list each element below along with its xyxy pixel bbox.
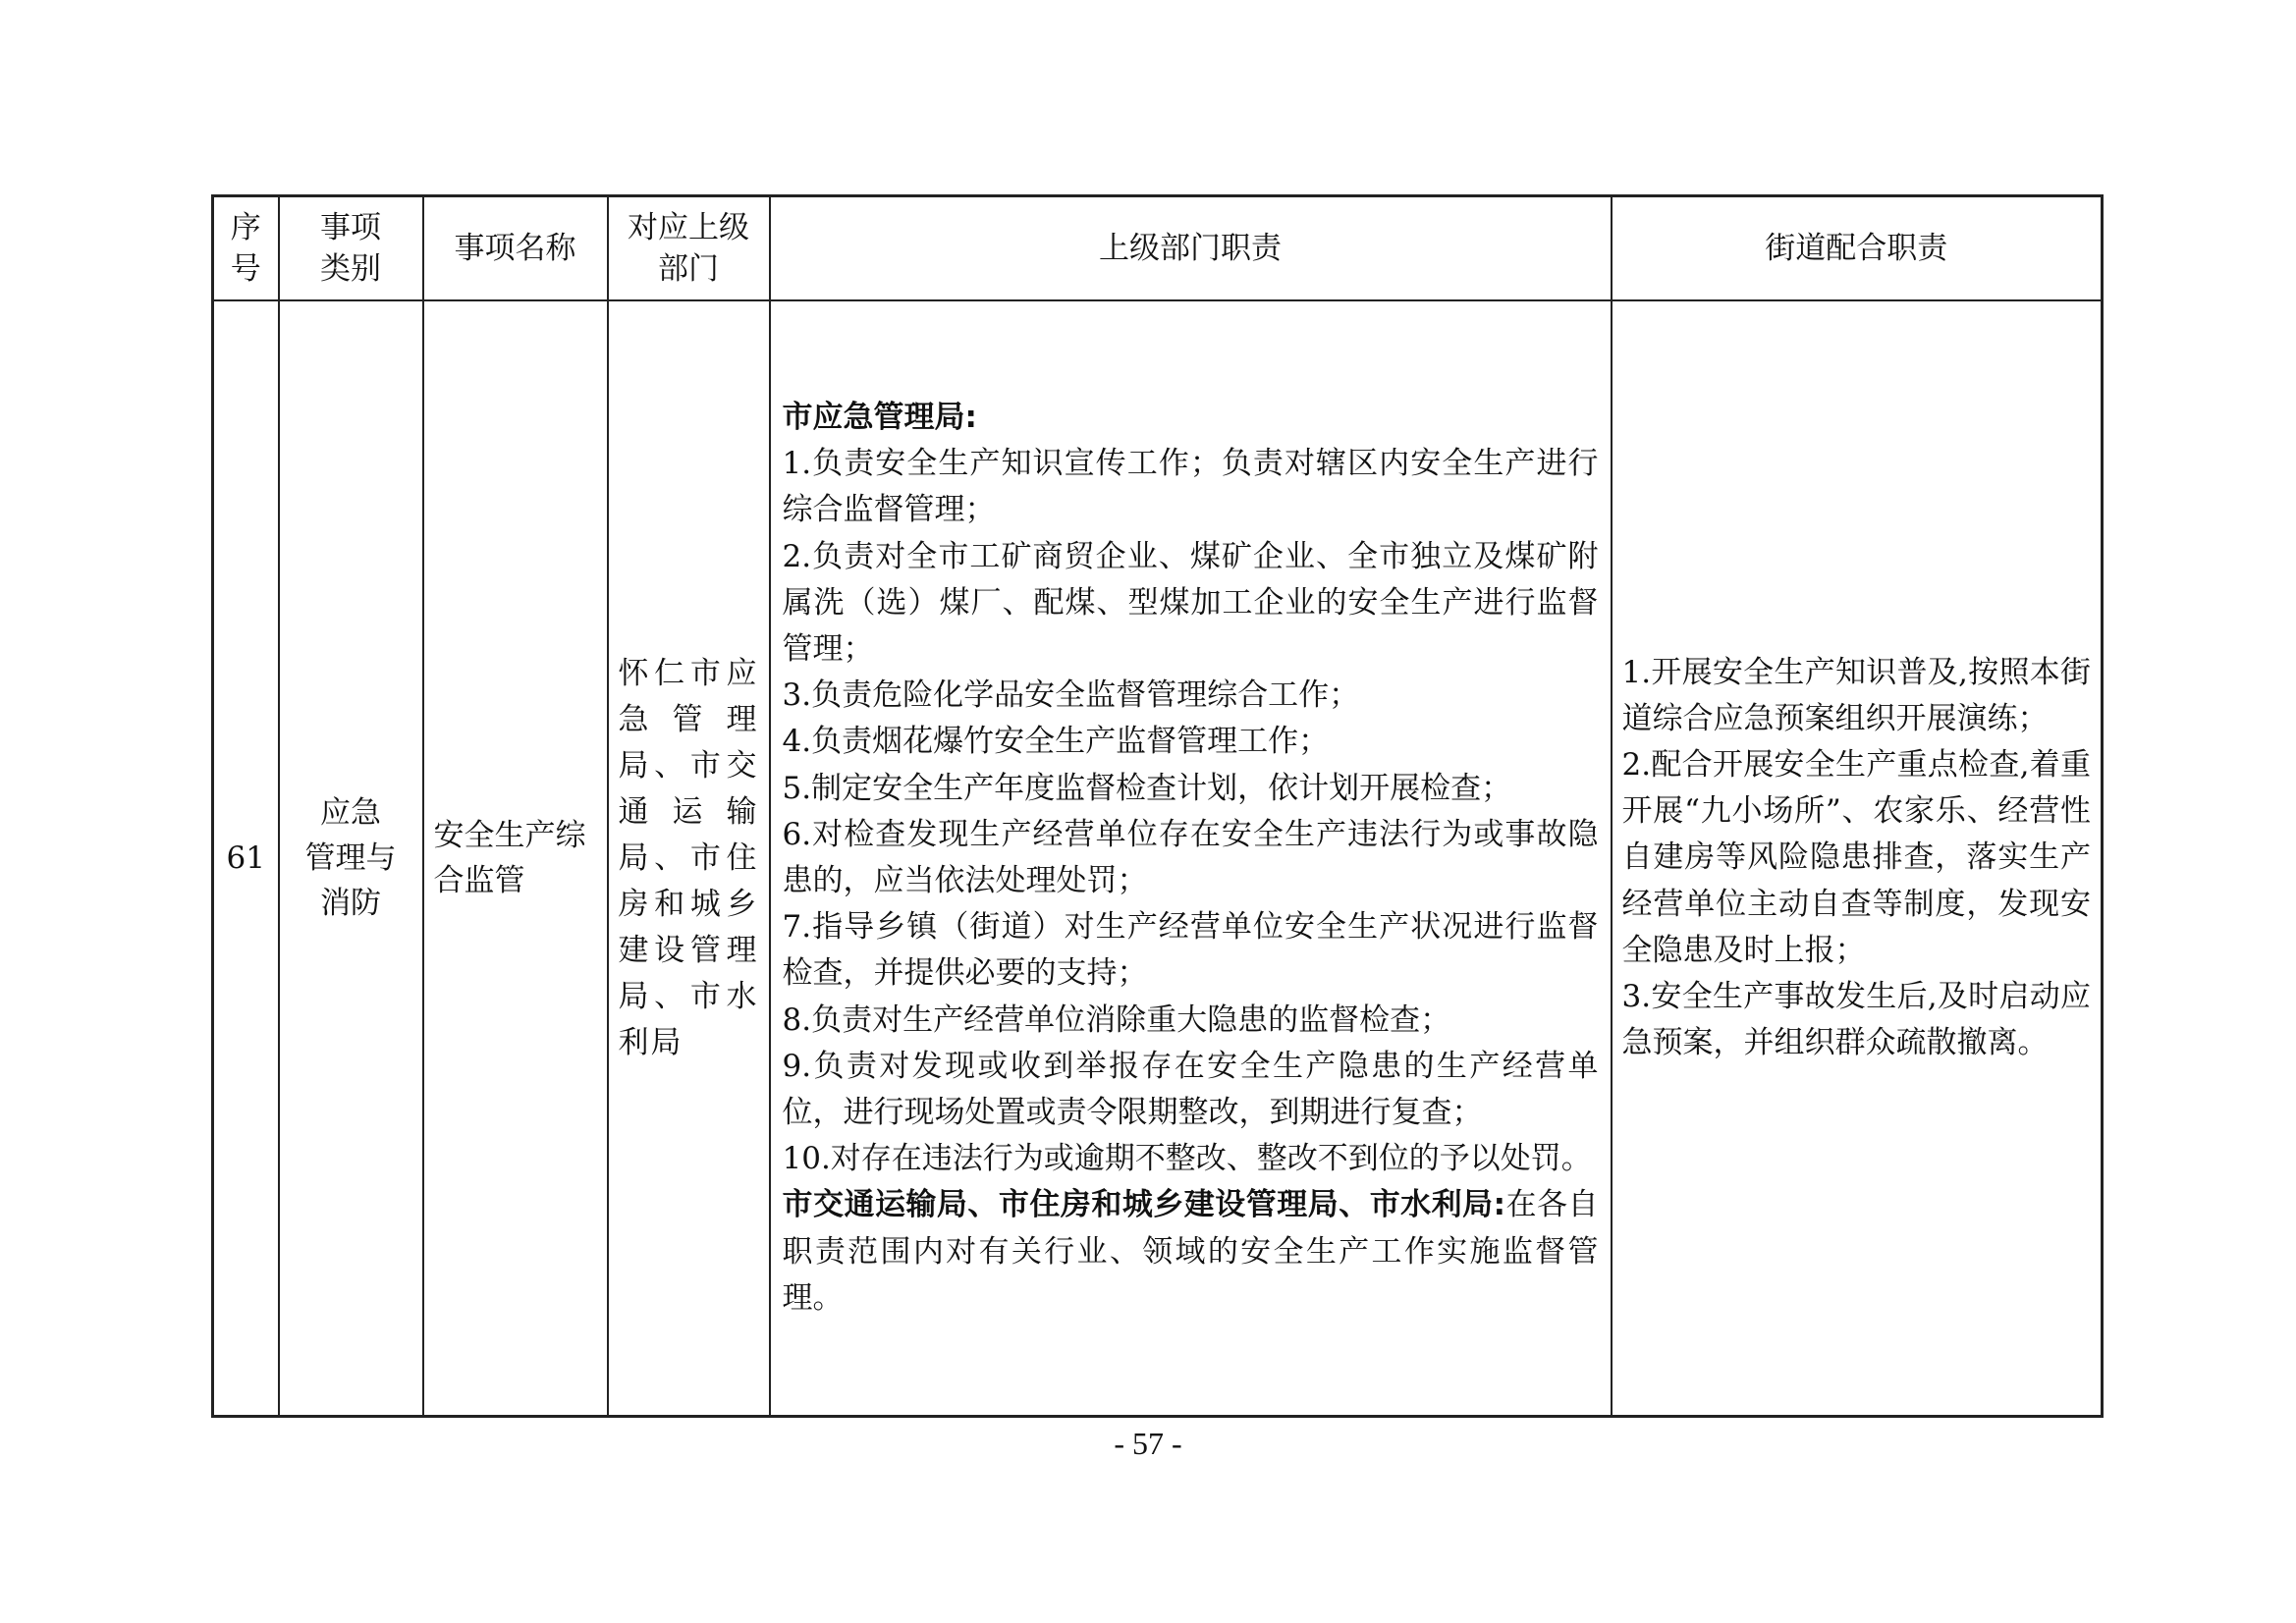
duty-paragraph xyxy=(783,766,1599,812)
header-name: 事项名称 xyxy=(423,196,608,301)
duty-paragraph xyxy=(783,534,1599,674)
duty-text: 1.负责安全生产知识宣传工作；负责对辖区内安全生产进行综合监督管理； xyxy=(782,446,1599,528)
row-superior-dept-line: 急管理 xyxy=(618,701,759,737)
row-category xyxy=(279,300,423,1417)
row-superior-dept-line: 怀仁市应 xyxy=(618,655,759,691)
duty-text: 9.负责对发现或收到举报存在安全生产隐患的生产经营单位，进行现场处置或责令限期整改，到期进行复查； xyxy=(782,1048,1599,1131)
duty-text: 7.指导乡镇（街道）对生产经营单位安全生产状况进行监督检查，并提供必要的支持； xyxy=(782,909,1599,992)
duty-paragraph xyxy=(783,812,1599,904)
duty-paragraph xyxy=(783,395,1599,441)
row-category-line: 管理与 xyxy=(304,840,397,876)
duty-text: 6.对检查发现生产经营单位存在安全生产违法行为或事故隐患的，应当依法处理处罚； xyxy=(782,816,1599,898)
duty-paragraph xyxy=(783,441,1599,533)
header-category-line: 事项 xyxy=(320,210,381,245)
header-street-duty: 街道配合职责 xyxy=(1612,196,2103,301)
header-seq-line: 序 xyxy=(230,210,261,245)
header-category-line: 类别 xyxy=(320,251,381,287)
row-name-line: 安全生产综 xyxy=(433,818,586,853)
table-row xyxy=(213,300,2103,1417)
duty-text: 在各自职责范围内对有关行业、领域的安全生产工作实施监督管理。 xyxy=(782,1187,1599,1316)
row-superior-dept-line: 通运输 xyxy=(618,793,759,830)
row-superior-dept-line: 利局 xyxy=(618,1024,683,1060)
row-name-line: 合监管 xyxy=(433,863,525,898)
header-seq-line: 号 xyxy=(230,251,261,287)
duty-paragraph xyxy=(783,904,1599,997)
duty-text: 3.负责危险化学品安全监督管理综合工作； xyxy=(782,677,1360,714)
duty-text: 4.负责烟花爆竹安全生产监督管理工作； xyxy=(782,724,1330,760)
header-superior-duty: 上级部门职责 xyxy=(770,196,1612,301)
row-street-duty xyxy=(1612,300,2103,1417)
duty-text: 2.负责对全市工矿商贸企业、煤矿企业、全市独立及煤矿附属洗（选）煤厂、配煤、型煤加工企业的安全生产进行监督管理； xyxy=(782,538,1599,667)
row-superior-duty xyxy=(770,300,1612,1417)
duty-text: 8.负责对生产经营单位消除重大隐患的监督检查； xyxy=(782,1001,1451,1038)
duty-text: 5.制定安全生产年度监督检查计划，依计划开展检查； xyxy=(782,770,1512,806)
responsibility-table xyxy=(211,194,2104,1418)
duty-paragraph xyxy=(783,1044,1599,1136)
duty-paragraph xyxy=(783,673,1599,719)
duty-dept-heading: 市交通运输局、市住房和城乡建设管理局、市水利局: xyxy=(782,1187,1506,1223)
page-number: - 57 - xyxy=(1114,1426,1182,1461)
street-duty-paragraph: 1.开展安全生产知识普及,按照本街道综合应急预案组织开展演练； xyxy=(1621,654,2091,736)
row-superior-dept xyxy=(608,300,770,1417)
duty-text: 10.对存在违法行为或逾期不整改、整改不到位的予以处罚。 xyxy=(782,1141,1592,1177)
row-superior-dept-line: 局、市住 xyxy=(618,839,759,876)
table-header-row xyxy=(213,196,2103,301)
row-superior-dept-line: 局、市水 xyxy=(618,978,759,1014)
row-superior-dept-line: 局、市交 xyxy=(618,747,759,784)
row-name xyxy=(423,300,608,1417)
street-duty-paragraph: 3.安全生产事故发生后,及时启动应急预案，并组织群众疏散撤离。 xyxy=(1621,979,2091,1061)
row-category-line: 消防 xyxy=(320,886,381,921)
duty-paragraph xyxy=(783,998,1599,1044)
duty-paragraph xyxy=(783,1136,1599,1182)
header-seq xyxy=(213,196,279,301)
row-category-line: 应急 xyxy=(320,795,381,831)
duty-dept-heading: 市应急管理局: xyxy=(782,399,977,435)
duty-paragraph xyxy=(783,719,1599,765)
row-superior-dept-line: 建设管理 xyxy=(618,932,759,968)
header-superior-dept-line: 部门 xyxy=(658,251,719,287)
header-superior-dept-line: 对应上级 xyxy=(628,210,749,245)
row-superior-dept-line: 房和城乡 xyxy=(618,886,759,922)
duty-paragraph xyxy=(783,1182,1599,1322)
header-superior-dept xyxy=(608,196,770,301)
header-category xyxy=(279,196,423,301)
row-seq: 61 xyxy=(213,300,279,1417)
street-duty-paragraph: 2.配合开展安全生产重点检查,着重开展“九小场所”、农家乐、经营性自建房等风险隐患排查，落实生产经营单位主动自查等制度，发现安全隐患及时上报； xyxy=(1621,746,2091,968)
